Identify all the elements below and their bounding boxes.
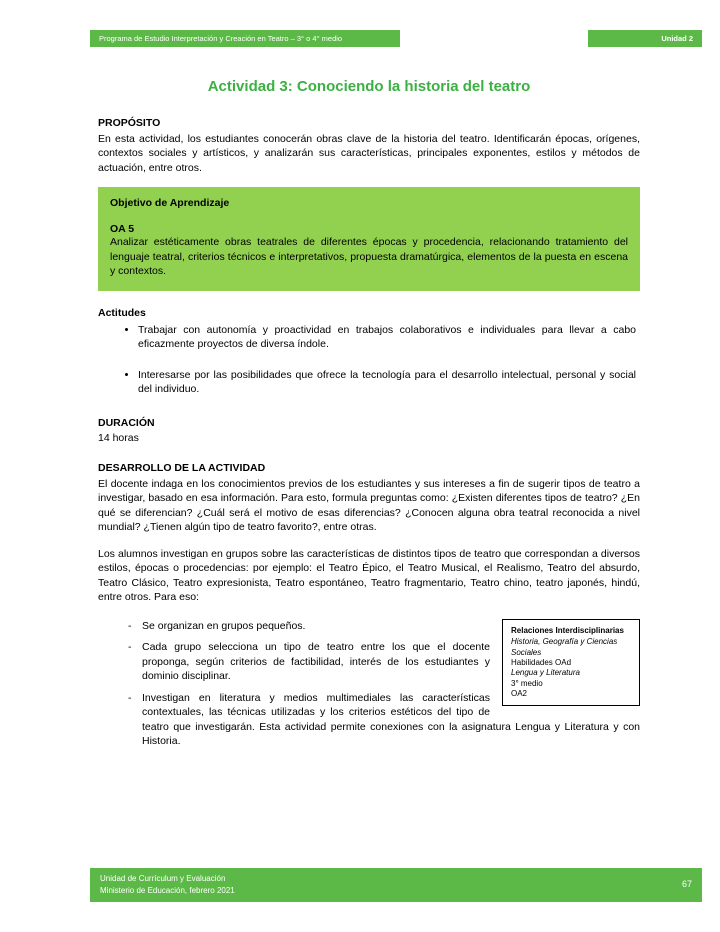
- oa-body: Analizar estéticamente obras teatrales de diferentes épocas y procedencia, relacionando tratamiento del lenguaje teatral, criterios técnicos e interpretativos, propuesta dramatúrgica, elementos de la puesta en escena y contextos.: [110, 236, 628, 278]
- list-item: - Investigan en literatura y medios multimediales las características contextuales, las técnicas utilizadas y los criterios estéticos del tipo de teatro que investigarán. Esta actividad permite conexiones con la asignatura Lengua y Literatura y con Historia.: [142, 691, 640, 749]
- desarrollo-paragraph-1: El docente indaga en los conocimientos previos de los estudiantes y sus intereses a fin de sugerir tipos de teatro a investigar, basado en esa información. Para esto, formula preguntas como: ¿Existen diferentes tipos de teatro? ¿En qué se diferencian? ¿Cuál será el motivo de esas diferencias? ¿Conocen alguna obra teatral reconocida a nivel mundial? ¿Tienen algún tipo de teatro favorito?, entre otras.: [98, 477, 640, 534]
- activity-title: Actividad 3: Conociendo la historia del teatro: [207, 78, 531, 95]
- interdisciplinary-line: Historia, Geografía y Ciencias Sociales: [511, 637, 618, 657]
- section-desarrollo: [98, 462, 640, 756]
- interdisciplinary-line: 3° medio: [511, 678, 543, 688]
- oa-box-heading: Objetivo de Aprendizaje: [110, 197, 230, 210]
- list-item: • Trabajar con autonomía y proactividad en trabajos colaborativos e individuales para llevar a cabo eficazmente proyectos de diversa índole.: [138, 323, 640, 352]
- interdisciplinary-line: Habilidades OAd: [511, 657, 572, 667]
- header-unit-bar: [588, 30, 702, 47]
- proposito-heading: PROPÓSITO: [98, 117, 161, 129]
- footer-line-1: Unidad de Currículum y Evaluación: [100, 874, 226, 884]
- actitudes-list: [98, 323, 640, 397]
- duracion-body: 14 horas: [98, 431, 139, 444]
- list-item: - Se organizan en grupos pequeños.: [142, 619, 640, 633]
- learning-objective-box: [98, 187, 640, 290]
- section-actitudes: [98, 307, 640, 397]
- proposito-body: En esta actividad, los estudiantes conocerán obras clave de la historia del teatro. Identificarán épocas, orígenes, contextos sociales y artísticos, y analizarán sus características, principales exponentes, estilos y métodos de actuación, entre otros.: [98, 133, 640, 174]
- section-duracion: [98, 417, 640, 444]
- section-proposito: [98, 117, 640, 175]
- list-item: • Interesarse por las posibilidades que ofrece la tecnología para el desarrollo intelectual, personal y social del individuo.: [138, 368, 640, 397]
- header-program-text: Programa de Estudio Interpretación y Creación en Teatro – 3° o 4° medio: [99, 34, 343, 43]
- desarrollo-paragraph-2: Los alumnos investigan en grupos sobre las características de distintos tipos de teatro que correspondan a diversos estilos, épocas o procedencias: por ejemplo: el Teatro Épico, el Teatro Musical, el Realismo, Teatro del absurdo, Teatro Clásico, Teatro expresionista, Teatro espontáneo, Teatro fragmentario, Teatro chino, teatro japonés, hindú, entre otros. Para eso:: [98, 547, 640, 604]
- actitudes-heading: Actitudes: [98, 306, 146, 319]
- footer-institution: [100, 873, 235, 896]
- list-item: - Cada grupo selecciona un tipo de teatro entre los que el docente proponga, según criterios de factibilidad, interés de los estudiantes y dominio disciplinar.: [142, 640, 640, 683]
- interdisciplinary-line: OA2: [511, 689, 528, 699]
- desarrollo-steps-region: [98, 617, 640, 756]
- duracion-heading: DURACIÓN: [98, 416, 155, 429]
- header-program-bar: [90, 30, 400, 47]
- footer-bar: [90, 868, 702, 902]
- footer-line-2: Ministerio de Educación, febrero 2021: [100, 886, 235, 895]
- page-number: 67: [681, 879, 692, 890]
- header-unit-text: Unidad 2: [661, 34, 693, 43]
- interdisciplinary-title: Relaciones Interdisciplinarias: [511, 625, 624, 635]
- interdisciplinary-line: Lengua y Literatura: [511, 668, 580, 678]
- oa-code: OA 5: [110, 223, 135, 236]
- desarrollo-heading: DESARROLLO DE LA ACTIVIDAD: [98, 461, 266, 474]
